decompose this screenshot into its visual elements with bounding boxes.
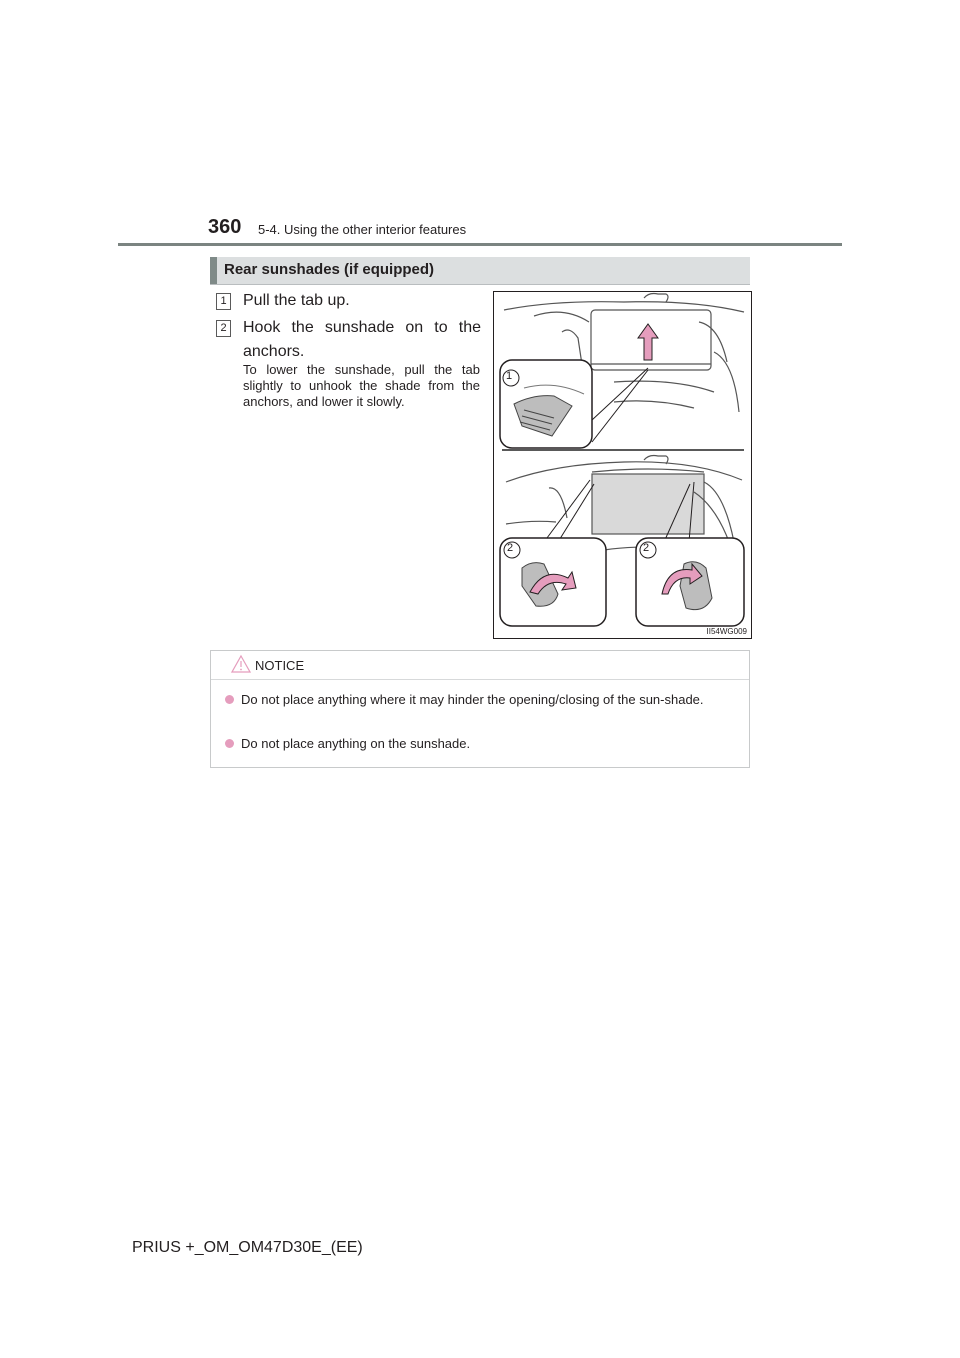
callout-2-right: 2 (643, 542, 650, 554)
page-number: 360 (208, 216, 242, 238)
figure-code: II54WG009 (706, 627, 747, 636)
callout-1: 1 (506, 370, 513, 382)
step-text: Pull the tab up. (243, 292, 350, 309)
callout-2-left: 2 (507, 542, 514, 554)
notice-box (210, 650, 750, 768)
bullet-dot (225, 739, 234, 748)
notice-item (223, 691, 743, 708)
footer-code: PRIUS +_OM_OM47D30E_(EE) (132, 1239, 363, 1256)
notice-label: NOTICE (255, 658, 305, 673)
section-accent (210, 257, 217, 284)
chapter-title: 5-4. Using the other interior features (258, 222, 467, 237)
car-interior-drawing (494, 292, 751, 638)
warning-triangle-icon (231, 654, 251, 674)
section-heading (210, 257, 750, 285)
notice-header (211, 651, 749, 680)
lowering-note: To lower the sunshade, pull the tab slightly to unhook the shade from the anchors, and lower it slowly. (243, 362, 480, 409)
step-text: Hook the sunshade on to the anchors. (243, 319, 481, 360)
header-rule (118, 243, 842, 246)
notice-item-text: Do not place anything on the sunshade. (241, 736, 471, 751)
sunshade-illustration (493, 291, 752, 639)
section-title: Rear sunshades (if equipped) (224, 261, 435, 278)
notice-item (223, 735, 743, 752)
notice-item-text: Do not place anything where it may hinder the opening/closing of the sun-shade. (241, 692, 704, 707)
step-number: 1 (216, 293, 231, 310)
step-number: 2 (216, 320, 231, 337)
bullet-dot (225, 695, 234, 704)
